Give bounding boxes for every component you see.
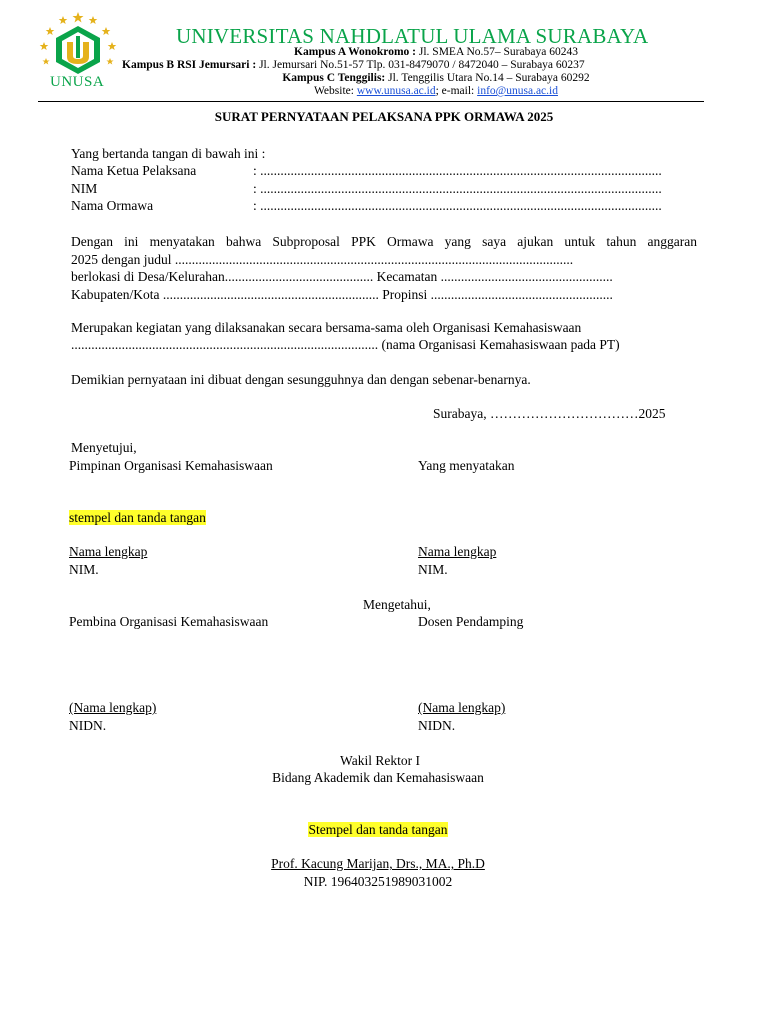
stamp-sign-center-text: Stempel dan tanda tangan bbox=[308, 822, 448, 837]
approve-label: Menyetujui, bbox=[71, 440, 137, 455]
website-label: Website: bbox=[314, 85, 357, 97]
rector-name: Prof. Kacung Marijan, Drs., MA., Ph.D bbox=[271, 856, 485, 871]
right-signer-nim: NIM. bbox=[418, 562, 448, 577]
stamp-sign-note-left bbox=[69, 509, 206, 526]
field-value-nama-ormawa: : ....................................................................................................................... bbox=[253, 198, 662, 213]
left-signer-role: Pimpinan Organisasi Kemahasiswaan bbox=[69, 458, 273, 473]
right-signer-name: Nama lengkap bbox=[418, 544, 497, 559]
field-value-nim: : ....................................................................................................................... bbox=[253, 181, 662, 196]
rector-field: Bidang Akademik dan Kemahasiswaan bbox=[272, 770, 484, 785]
campus-b-label: Kampus B RSI Jemursari : bbox=[122, 59, 257, 71]
left-signer-nim: NIM. bbox=[69, 562, 99, 577]
logo-text: UNUSA bbox=[50, 74, 105, 90]
closing-statement: Demikian pernyataan ini dibuat dengan sesungguhnya dan dengan sebenar-benarnya. bbox=[71, 372, 531, 387]
stamp-sign-note-center bbox=[0, 821, 756, 838]
campus-b-address: Jl. Jemursari No.51-57 Tlp. 031-8479070 / 8472040 – Surabaya 60237 bbox=[256, 59, 585, 71]
place-date: Surabaya, ……………………………2025 bbox=[433, 406, 666, 421]
lecturer-nidn: NIDN. bbox=[418, 718, 456, 733]
campus-a-label: Kampus A Wonokromo : bbox=[294, 46, 416, 58]
field-label-nim: NIM bbox=[71, 181, 98, 196]
paragraph-1-line-4: Kabupaten/Kota ................................................................ Propinsi ...................................................... bbox=[71, 287, 613, 302]
field-label-nama-ormawa: Nama Ormawa bbox=[71, 198, 154, 213]
contact-line bbox=[176, 85, 696, 98]
campus-a-address: Jl. SMEA No.57– Surabaya 60243 bbox=[416, 46, 578, 58]
campus-b-line bbox=[122, 59, 585, 72]
rector-nip: NIP. 196403251989031002 bbox=[303, 874, 453, 889]
stamp-sign-text: stempel dan tanda tangan bbox=[69, 510, 206, 525]
left-signer-name: Nama lengkap bbox=[69, 544, 148, 559]
paragraph-2-line-2: ........................................................................................... (nama Organisasi Kemahasiswaan pada PT) bbox=[71, 337, 620, 352]
paragraph-1-line-2: 2025 dengan judul ...................................................................................................................... bbox=[71, 252, 574, 267]
right-signer-role: Yang menyatakan bbox=[418, 458, 515, 473]
field-label-nama-ketua: Nama Ketua Pelaksana bbox=[71, 163, 197, 178]
paragraph-1-line-1: Dengan ini menyatakan bahwa Subproposal PPK Ormawa yang saya ajukan untuk tahun anggaran bbox=[71, 234, 697, 249]
intro-text: Yang bertanda tangan di bawah ini : bbox=[71, 146, 266, 161]
rector-title: Wakil Rektor I bbox=[340, 753, 420, 768]
paragraph-1-line-3: berlokasi di Desa/Kelurahan............................................ Kecamatan ................................................... bbox=[71, 269, 613, 284]
advisor-nidn: NIDN. bbox=[69, 718, 107, 733]
campus-c-line bbox=[176, 72, 696, 85]
lecturer-name: (Nama lengkap) bbox=[418, 700, 506, 715]
acknowledge-label: Mengetahui, bbox=[363, 597, 431, 612]
advisor-name: (Nama lengkap) bbox=[69, 700, 157, 715]
field-value-nama-ketua: : ....................................................................................................................... bbox=[253, 163, 662, 178]
campus-a-line bbox=[176, 46, 696, 59]
email-label: ; e-mail: bbox=[435, 85, 478, 97]
campus-c-address: Jl. Tenggilis Utara No.14 – Surabaya 60292 bbox=[385, 72, 590, 84]
document-title: SURAT PERNYATAAN PELAKSANA PPK ORMAWA 2025 bbox=[214, 109, 554, 124]
email-link[interactable]: info@unusa.ac.id bbox=[477, 85, 558, 97]
paragraph-2-line-1: Merupakan kegiatan yang dilaksanakan secara bersama-sama oleh Organisasi Kemahasiswaan bbox=[71, 320, 582, 335]
advisor-role: Pembina Organisasi Kemahasiswaan bbox=[69, 614, 269, 629]
website-link[interactable]: www.unusa.ac.id bbox=[356, 85, 436, 97]
lecturer-role: Dosen Pendamping bbox=[418, 614, 524, 629]
campus-c-label: Kampus C Tenggilis: bbox=[282, 72, 386, 84]
header-divider bbox=[38, 101, 704, 102]
university-name: UNIVERSITAS NAHDLATUL ULAMA SURABAYA bbox=[176, 24, 649, 48]
